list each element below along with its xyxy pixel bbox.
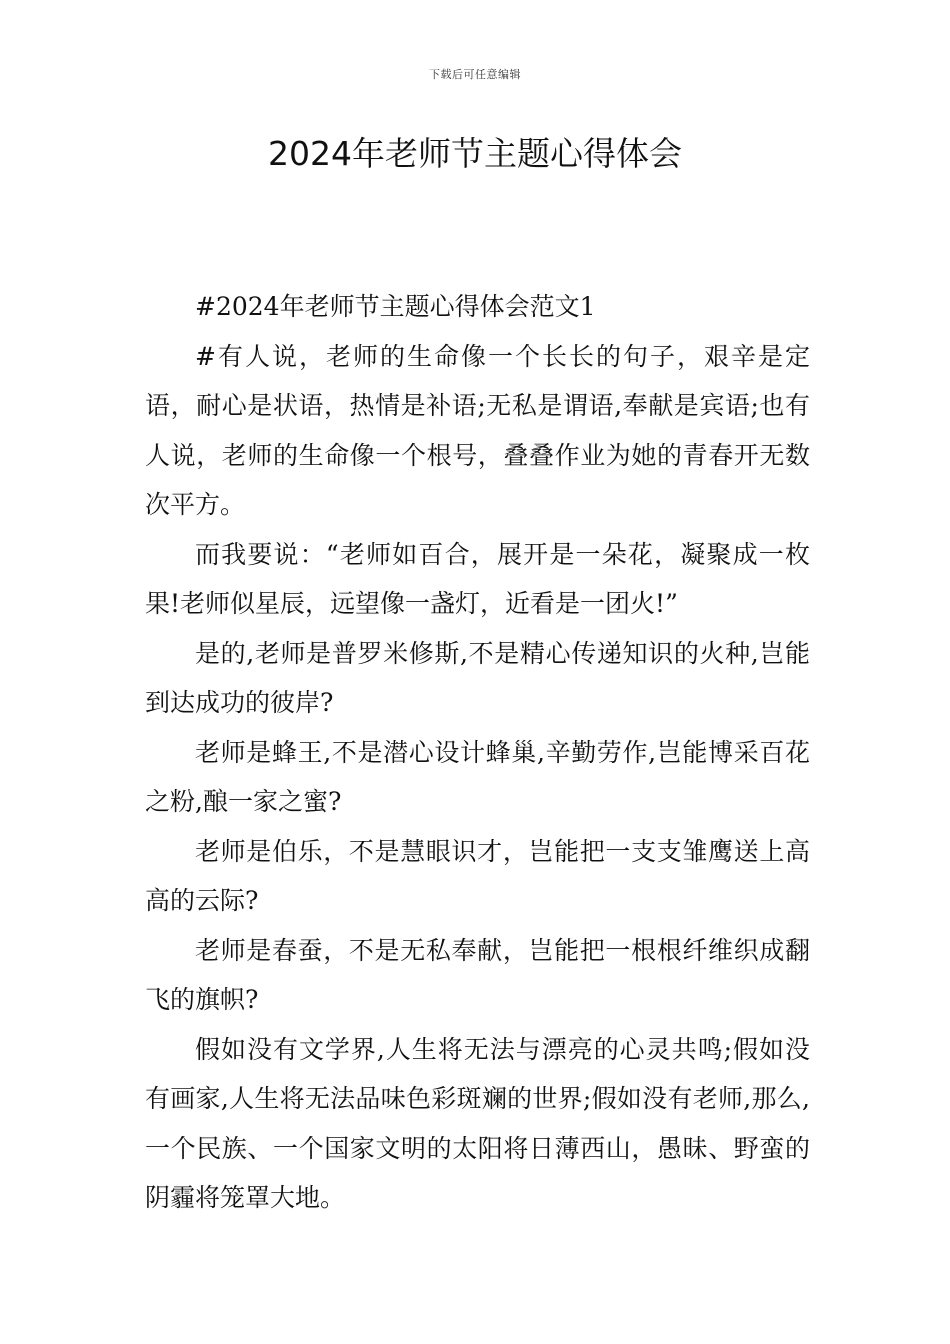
paragraph-queen-bee: 老师是蜂王,不是潜心设计蜂巢,辛勤劳作,岂能博采百花之粉,酿一家之蜜? (145, 737, 810, 816)
document-body (145, 282, 810, 1223)
paragraph-prometheus: 是的,老师是普罗米修斯,不是精心传递知识的火种,岂能到达成功的彼岸? (145, 638, 810, 717)
paragraph-section-heading: #2024年老师节主题心得体会范文1 (195, 292, 596, 321)
document-title: 2024年老师节主题心得体会 (268, 134, 682, 173)
paragraph-teacher-life-metaphor: #有人说，老师的生命像一个长长的句子，艰辛是定语，耐心是状语，热情是补语;无私是谓语,奉献是宾语;也有人说，老师的生命像一个根号，叠叠作业为她的青春开无数次平方。 (145, 341, 810, 519)
paragraph-without-teachers: 假如没有文学界,人生将无法与漂亮的心灵共鸣;假如没有画家,人生将无法品味色彩斑斓的世界;假如没有老师,那么,一个民族、一个国家文明的太阳将日薄西山，愚昧、野蛮的阴霾将笼罩大地。 (145, 1034, 810, 1212)
header-note: 下载后可任意编辑 (429, 68, 521, 81)
paragraph-silkworm: 老师是春蚕，不是无私奉献，岂能把一根根纤维织成翻飞的旗帜? (145, 935, 810, 1014)
paragraph-teacher-lily-quote: 而我要说：“老师如百合，展开是一朵花，凝聚成一枚果!老师似星辰，远望像一盏灯，近看是一团火!” (145, 539, 810, 618)
paragraph-bole: 老师是伯乐，不是慧眼识才，岂能把一支支雏鹰送上高高的云际? (145, 836, 810, 915)
